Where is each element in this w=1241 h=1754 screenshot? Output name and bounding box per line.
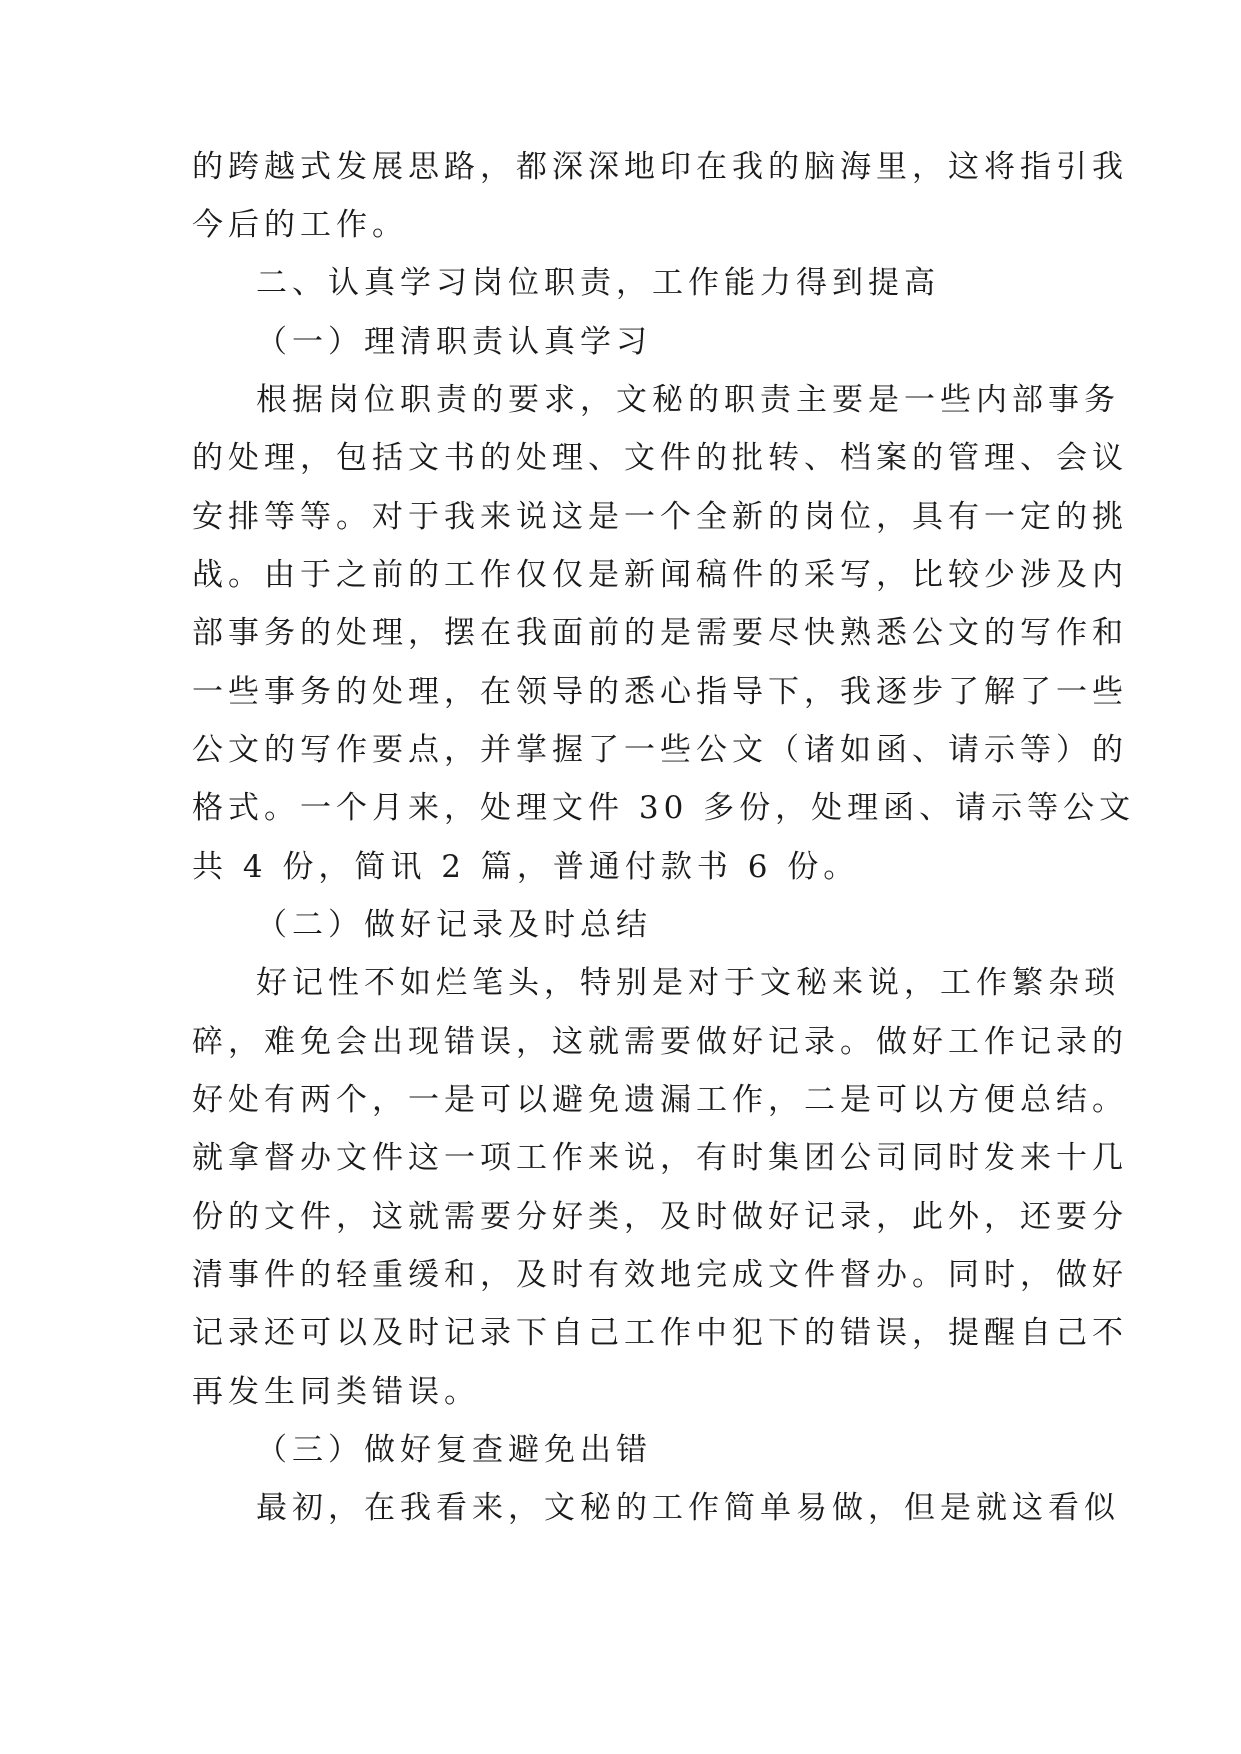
body-line: 份的文件，这就需要分好类，及时做好记录，此外，还要分 — [192, 1199, 1128, 1235]
body-line: 共 4 份，简讯 2 篇，普通付款书 6 份。 — [192, 849, 860, 885]
body-line: 公文的写作要点，并掌握了一些公文（诸如函、请示等）的 — [192, 732, 1128, 768]
body-line: 战。由于之前的工作仅仅是新闻稿件的采写，比较少涉及内 — [192, 557, 1128, 593]
body-line: 的跨越式发展思路，都深深地印在我的脑海里，这将指引我 — [192, 149, 1128, 185]
body-line: 格式。一个月来，处理文件 30 多份，处理函、请示等公文 — [192, 790, 1136, 826]
body-line: 的处理，包括文书的处理、文件的批转、档案的管理、会议 — [192, 440, 1128, 476]
body-line: 一些事务的处理，在领导的悉心指导下，我逐步了解了一些 — [192, 674, 1128, 710]
body-line: 部事务的处理，摆在我面前的是需要尽快熟悉公文的写作和 — [192, 615, 1128, 651]
body-line: 记录还可以及时记录下自己工作中犯下的错误，提醒自己不 — [192, 1315, 1128, 1351]
paragraph-first-line: 根据岗位职责的要求，文秘的职责主要是一些内部事务 — [256, 382, 1120, 418]
body-line: 就拿督办文件这一项工作来说，有时集团公司同时发来十几 — [192, 1140, 1128, 1176]
section-heading: 二、认真学习岗位职责，工作能力得到提高 — [256, 265, 940, 301]
body-line: 今后的工作。 — [192, 207, 408, 243]
paragraph-first-line: 最初，在我看来，文秘的工作简单易做，但是就这看似 — [256, 1490, 1120, 1526]
body-line: 好处有两个，一是可以避免遗漏工作，二是可以方便总结。 — [192, 1082, 1128, 1118]
subsection-heading: （二）做好记录及时总结 — [256, 907, 652, 943]
body-line: 清事件的轻重缓和，及时有效地完成文件督办。同时，做好 — [192, 1257, 1128, 1293]
subsection-heading: （一）理清职责认真学习 — [256, 324, 652, 360]
body-line: 再发生同类错误。 — [192, 1374, 480, 1410]
body-line: 安排等等。对于我来说这是一个全新的岗位，具有一定的挑 — [192, 499, 1128, 535]
body-line: 碎，难免会出现错误，这就需要做好记录。做好工作记录的 — [192, 1024, 1128, 1060]
subsection-heading: （三）做好复查避免出错 — [256, 1432, 652, 1468]
paragraph-first-line: 好记性不如烂笔头，特别是对于文秘来说，工作繁杂琐 — [256, 965, 1120, 1001]
